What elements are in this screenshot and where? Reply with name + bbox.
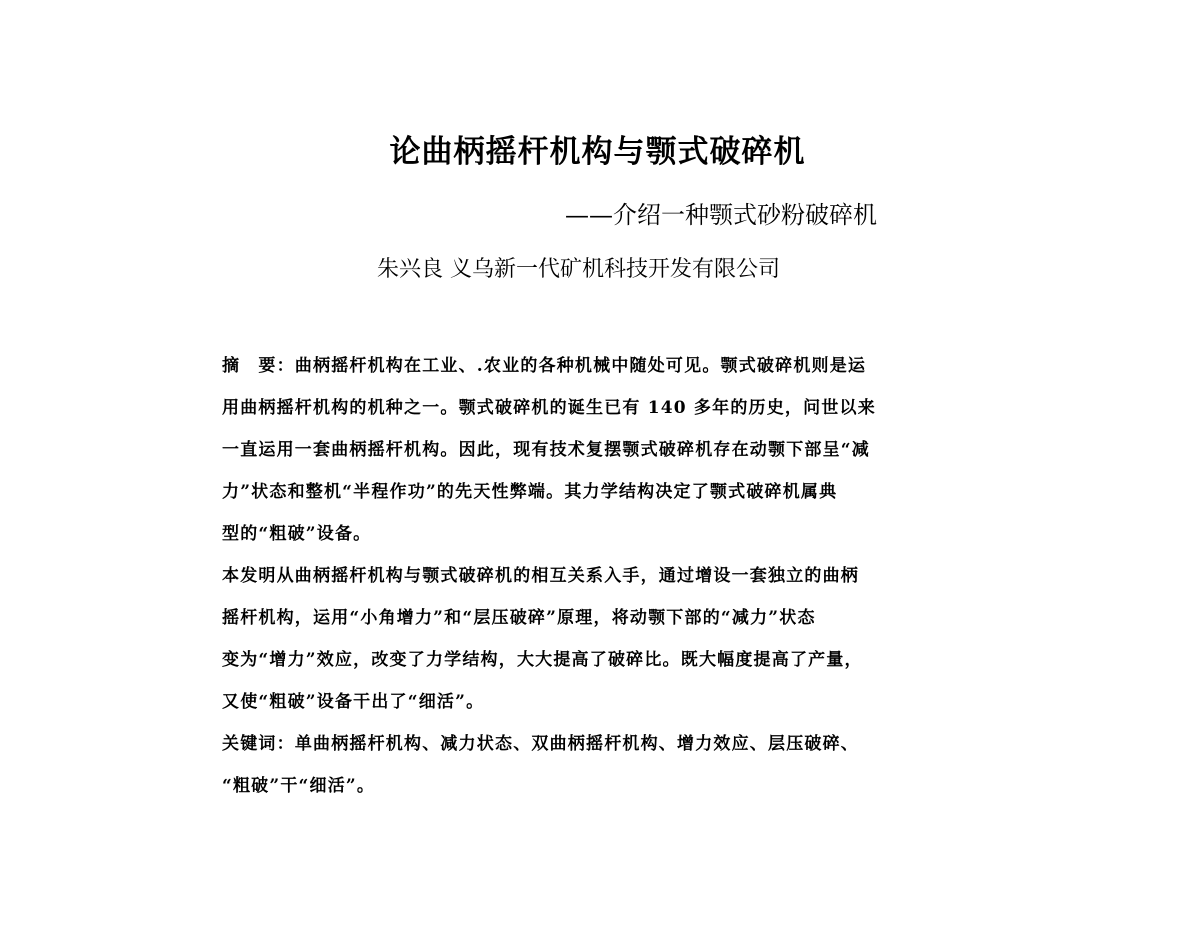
abstract-line: 又使“粗破”设备干出了“细活”。: [222, 692, 485, 712]
abstract-line: 型的“粗破”设备。: [222, 524, 372, 544]
abstract-line: 变为“增力”效应，改变了力学结构，大大提高了破碎比。既大幅度提高了产量，: [222, 650, 863, 670]
abstract-text: 曲柄摇杆机构在工业、.农业的各种机械中随处可见。颚式破碎机则是运: [294, 356, 867, 376]
abstract-line: 一直运用一套曲柄摇杆机构。因此，现有技术复摆颚式破碎机存在动颚下部呈“减: [222, 440, 870, 460]
abstract-line: 用曲柄摇杆机构的机种之一。颚式破碎机的诞生已有 140 多年的历史，问世以来: [222, 398, 876, 418]
document-subtitle: ——介绍一种颚式砂粉破碎机: [565, 201, 877, 229]
keywords-label: 关键词：: [222, 734, 295, 754]
abstract-line: 本发明从曲柄摇杆机构与颚式破碎机的相互关系入手，通过增设一套独立的曲柄: [222, 566, 859, 586]
abstract-section: [222, 352, 972, 814]
keywords-line: “粗破”干“细活”。: [222, 776, 376, 796]
abstract-line: [222, 352, 972, 394]
abstract-line: 力”状态和整机“半程作功”的先天性弊端。其力学结构决定了颚式破碎机属典: [222, 482, 838, 502]
abstract-label: 摘 要：: [222, 356, 295, 376]
document-title: 论曲柄摇杆机构与颚式破碎机: [389, 134, 806, 170]
keywords-text: 单曲柄摇杆机构、减力状态、双曲柄摇杆机构、增力效应、层压破碎、: [294, 734, 860, 754]
author-line: 朱兴良 义乌新一代矿机科技开发有限公司: [377, 257, 780, 282]
abstract-line: 摇杆机构，运用“小角增力”和“层压破碎”原理，将动颚下部的“减力”状态: [222, 608, 816, 628]
keywords-line: [222, 730, 972, 772]
